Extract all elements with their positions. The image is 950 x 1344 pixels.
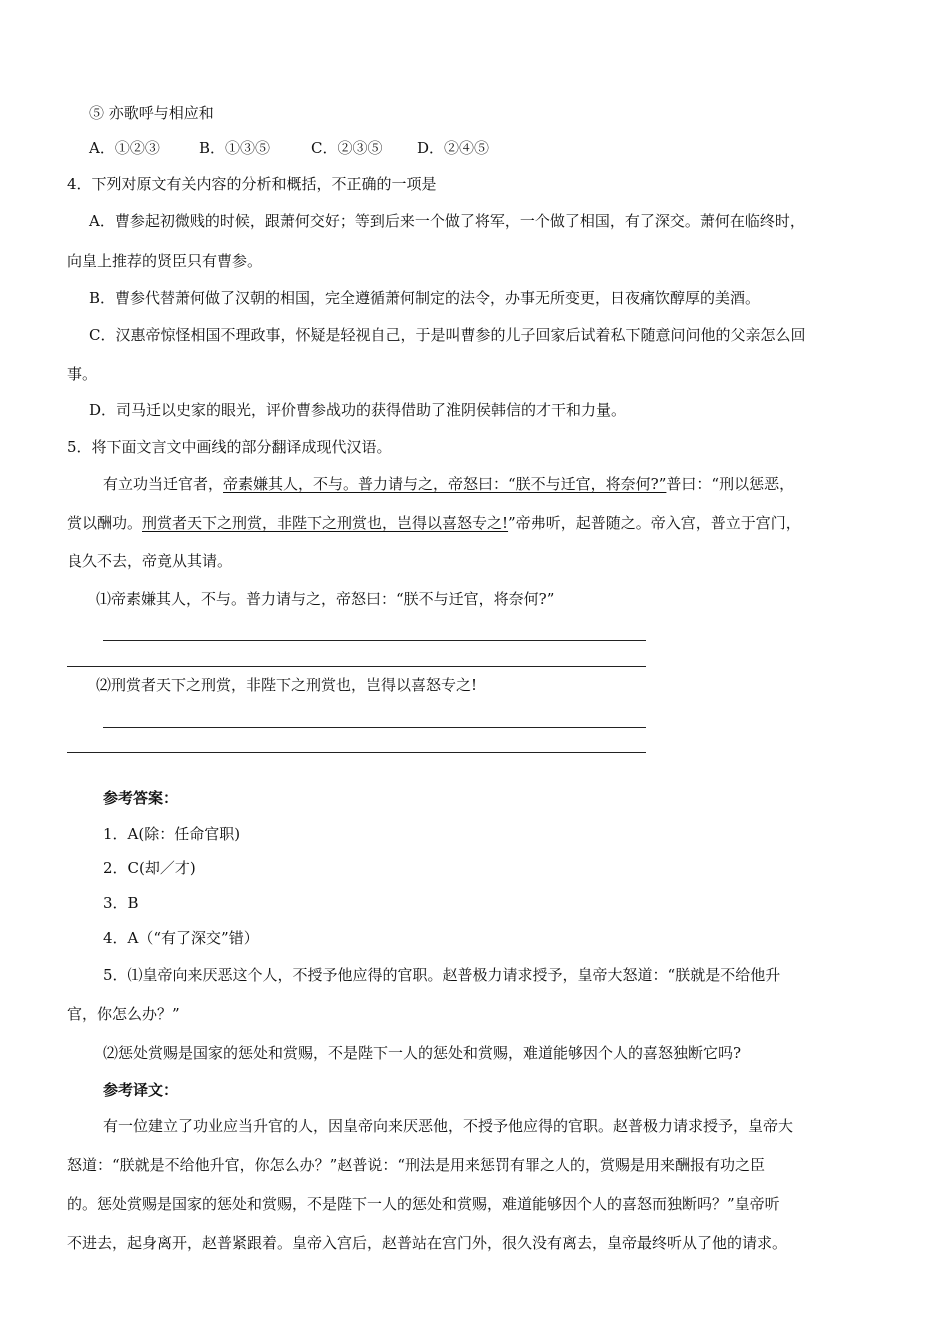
- translation-line1: 有一位建立了功业应当升官的人，因皇帝向来厌恶他，不授予他应得的官职。赵普极力请求授予，皇帝大: [103, 1117, 794, 1135]
- q5-underlined-sentence-1: 帝素嫌其人，不与。普力请与之，帝怒曰：“朕不与迁官，将奈何?”: [223, 475, 667, 493]
- answer-5-line1: 5．⑴皇帝向来厌恶这个人，不授予他应得的官职。赵普极力请求授予，皇帝大怒道：“朕就是不给他升: [103, 966, 781, 984]
- answer-blank-line[interactable]: [67, 752, 646, 753]
- q4-option-c-line2: 事。: [67, 365, 98, 383]
- answer-3: 3．B: [103, 894, 139, 912]
- q3-item-5: ⑤ 亦歌呼与相应和: [89, 104, 214, 122]
- q3-option-c: C．②③⑤: [311, 139, 383, 157]
- q5-passage-line2: [67, 513, 801, 533]
- q5-passage-text: 赏以酬功。: [67, 514, 143, 532]
- q4-option-d: D．司马迁以史家的眼光，评价曹参战功的获得借助了淮阴侯韩信的才干和力量。: [89, 401, 627, 419]
- translation-line2: 怒道：“朕就是不给他升官，你怎么办？”赵普说：“刑法是用来惩罚有罪之人的，赏赐是用来酬报有功之臣: [67, 1156, 766, 1174]
- q5-sub-question-2: ⑵刑赏者天下之刑赏，非陛下之刑赏也，岂得以喜怒专之!: [96, 676, 478, 694]
- q5-passage-text: 普曰：“刑以惩恶，: [666, 475, 795, 493]
- answer-blank-line[interactable]: [103, 727, 646, 728]
- translation-heading: 参考译文：: [103, 1081, 179, 1099]
- q3-options: [89, 138, 489, 158]
- q5-sub-question-1: ⑴帝素嫌其人，不与。普力请与之，帝怒曰：“朕不与迁官，将奈何?”: [96, 590, 555, 608]
- answer-blank-line[interactable]: [67, 666, 646, 667]
- q5-passage-line1: [103, 474, 794, 494]
- answer-blank-line[interactable]: [103, 640, 646, 641]
- answer-2: 2．C(却／才): [103, 859, 196, 877]
- answers-heading: 参考答案：: [103, 789, 179, 807]
- q3-option-a: A．①②③: [89, 139, 160, 157]
- q4-option-c-line1: C．汉惠帝惊怪相国不理政事，怀疑是轻视自己，于是叫曹参的儿子回家后试着私下随意问问他的父亲怎么回: [89, 326, 806, 344]
- answer-4: 4．A（“有了深交”错）: [103, 929, 259, 947]
- answer-5-line2: 官，你怎么办？”: [67, 1005, 180, 1023]
- answer-5-part2: ⑵惩处赏赐是国家的惩处和赏赐，不是陛下一人的惩处和赏赐，难道能够因个人的喜怒独断它吗?: [103, 1044, 742, 1062]
- q5-stem: 5．将下面文言文中画线的部分翻译成现代汉语。: [67, 438, 392, 456]
- q5-underlined-sentence-2: 刑赏者天下之刑赏，非陛下之刑赏也，岂得以喜怒专之!: [142, 514, 509, 532]
- q3-option-b: B．①③⑤: [199, 139, 271, 157]
- q5-passage-line3: 良久不去，帝竟从其请。: [67, 552, 233, 570]
- q4-option-a-line1: A．曹参起初微贱的时候，跟萧何交好；等到后来一个做了将军，一个做了相国，有了深交。萧何在临终时，: [89, 212, 805, 230]
- translation-line4: 不进去，起身离开，赵普紧跟着。皇帝入宫后，赵普站在宫门外，很久没有离去，皇帝最终听从了他的请求。: [67, 1234, 788, 1252]
- q4-option-a-line2: 向皇上推荐的贤臣只有曹参。: [67, 252, 263, 270]
- translation-line3: 的。惩处赏赐是国家的惩处和赏赐，不是陛下一人的惩处和赏赐，难道能够因个人的喜怒而独断吗？”皇帝听: [67, 1195, 780, 1213]
- q3-option-d: D．②④⑤: [417, 139, 490, 157]
- q5-passage-text: 有立功当迁官者，: [103, 475, 224, 493]
- q5-passage-text: ”帝弗听，起普随之。帝入宫，普立于宫门，: [508, 514, 801, 532]
- q4-option-b: B．曹参代替萧何做了汉朝的相国，完全遵循萧何制定的法令，办事无所变更，日夜痛饮醇厚的美酒。: [89, 289, 761, 307]
- q4-stem: 4．下列对原文有关内容的分析和概括，不正确的一项是: [67, 175, 437, 193]
- answer-1: 1．A(除：任命官职): [103, 825, 241, 843]
